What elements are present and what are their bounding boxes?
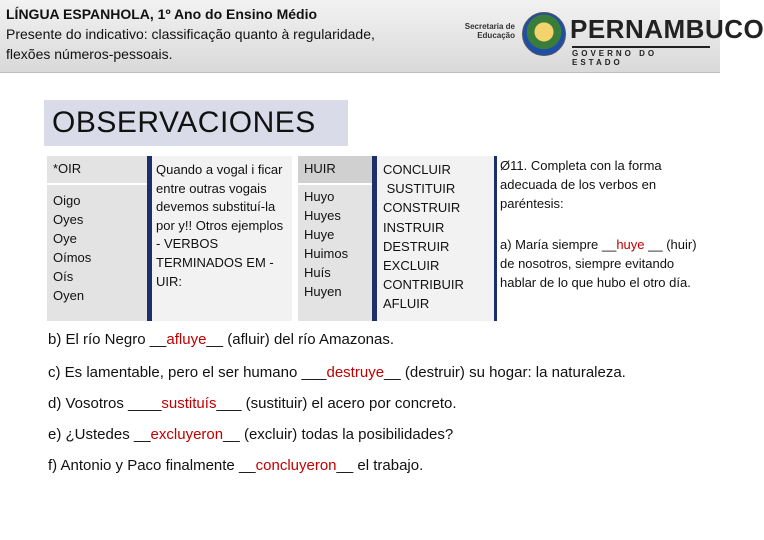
item-suffix: __ (destruir) su hogar: la naturaleza. [384,364,626,381]
item-answer: afluye [166,331,207,348]
item-answer: huye [616,237,645,252]
lesson-title: LÍNGUA ESPANHOLA, 1º Ano do Ensino Médio [6,6,318,22]
item-prefix: a) María siempre __ [500,237,617,252]
huir-conjugation [298,185,372,321]
list-item: Oye [53,231,77,246]
exercise-item-f [48,457,423,474]
oir-conjugation [47,185,147,321]
section-title: OBSERVACIONES [44,100,348,146]
item-prefix: e) ¿Ustedes __ [48,426,151,443]
item-prefix: d) Vosotros ____ [48,395,162,412]
item-suffix: ___ (sustituir) el acero por concreto. [216,395,457,412]
item-suffix: __ (afluir) del río Amazonas. [206,331,395,348]
list-item: Oyen [53,288,85,303]
secretaria-line1: Secretaria de [464,22,515,31]
column-divider [494,156,497,321]
item-prefix: b) El río Negro __ [48,331,167,348]
secretaria-line2: Educação [477,31,515,40]
item-answer: sustituís [161,395,217,412]
item-answer: excluyeron [150,426,224,443]
item-suffix: __ (excluir) todas la posibilidades? [223,426,454,443]
list-item: CONSTRUIR [383,200,461,216]
exercise-title [500,156,700,213]
list-item: Oís [53,269,74,284]
list-item: EXCLUIR [383,258,440,274]
list-item: Huyo [304,189,335,204]
exercise-item-b [48,331,394,348]
list-item: Huyes [304,208,341,223]
logo-title: PERNAMBUCO [570,14,764,44]
item-prefix: c) Es lamentable, pero el ser humano ___ [48,364,327,381]
list-item: Oigo [53,193,81,208]
secretaria-label [455,22,515,40]
item-suffix: __ (huir) de nosotros, siempre evitando hablar de lo que hubo el otro día. [500,237,697,290]
exercise-block [500,156,700,292]
list-item: Huimos [304,246,349,261]
exercise-item-d [48,395,457,412]
exercise-item-e [48,426,453,443]
header-bar [0,0,764,73]
arrow-bullet-icon: Ø [500,158,511,173]
list-item: Oímos [53,250,92,265]
item-answer: concluyeron [255,457,337,474]
exercise-item-c [48,364,626,381]
list-item: CONCLUIR [383,162,451,177]
list-item: Oyes [53,212,84,227]
list-item: Huyen [304,284,342,299]
list-item: SUSTITUIR [383,181,456,197]
list-item: Huye [304,227,335,242]
logo-subtitle: GOVERNO DO ESTADO [572,46,710,67]
item-prefix: f) Antonio y Paco finalmente __ [48,457,256,474]
exercise-title-text: 11. Completa con la forma adecuada de los verbos en paréntesis: [500,158,662,211]
oir-header: *OIR [47,156,147,183]
exercise-item-a [500,235,700,292]
huir-header: HUIR [298,156,372,183]
state-emblem-icon [522,12,566,56]
lesson-topic-line2: flexões números-pessoais. [6,46,173,62]
rule-explanation: Quando a vogal i ficar entre outras vogais devemos substituí-la por y!! Otros ejemplos - VERBOS TERMINADOS EM - UIR: [152,156,292,321]
item-suffix: __ el trabajo. [336,457,424,474]
lesson-heading [6,4,375,64]
list-item: CONTRIBUIR [383,277,464,293]
list-item: DESTRUIR [383,238,450,254]
uir-verbs-list [377,156,494,321]
list-item: INSTRUIR [383,219,445,235]
list-item: Huís [304,265,331,280]
list-item: AFLUIR [383,296,430,312]
item-answer: destruye [326,364,385,381]
lesson-topic-line1: Presente do indicativo: classificação quanto à regularidade, [6,26,375,42]
